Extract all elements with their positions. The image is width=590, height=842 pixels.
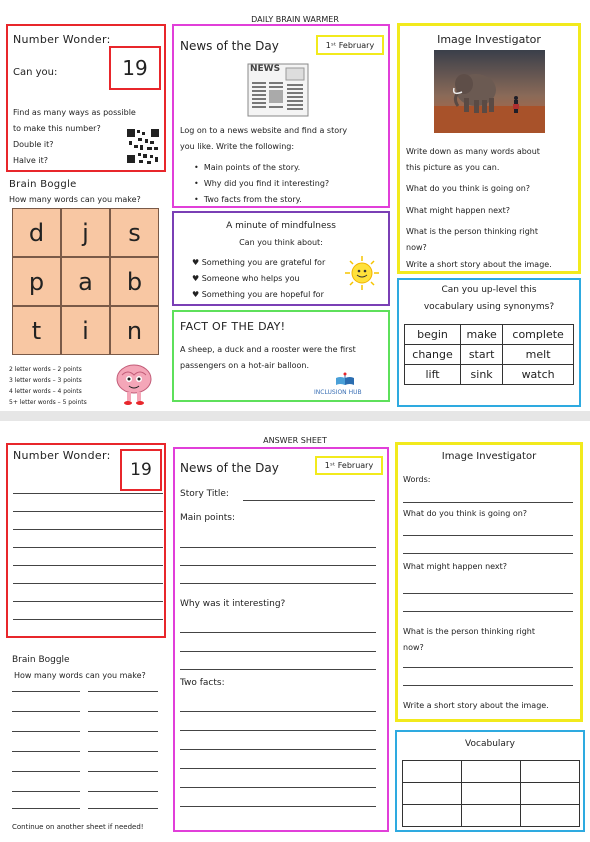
image-investigator-title: Image Investigator [437, 33, 541, 46]
mindfulness-title: A minute of mindfulness [226, 221, 336, 231]
boggle-letter: p [12, 257, 61, 306]
answer-line [180, 583, 376, 584]
vocab-box [397, 278, 581, 407]
vocab-input-cell[interactable] [521, 805, 580, 827]
vocab-cell: complete [503, 325, 574, 345]
ii-q4b: now? [406, 243, 427, 252]
answer-line [12, 751, 80, 752]
main-points-label: Main points: [180, 513, 236, 523]
answer-line [88, 691, 158, 692]
vocab-cell: make [461, 325, 503, 345]
answer-number-display: 19 [120, 449, 162, 491]
ii-q3: What might happen next? [406, 206, 511, 215]
answer-ii-q4b: now? [403, 643, 424, 652]
answer-line [13, 493, 163, 494]
news-intro2: you like. Write the following: [180, 142, 295, 151]
answer-line [12, 691, 80, 692]
news-bullet-2: • Why did you find it interesting? [194, 179, 330, 188]
mindfulness-item-text: Someone who helps you [201, 274, 300, 283]
answer-line [180, 547, 376, 548]
answer-brain-boggle-prompt: How many words can you make? [14, 671, 146, 680]
points-3: 3 letter words – 3 points [9, 377, 82, 384]
answer-line [180, 711, 376, 712]
vocab-row [405, 365, 574, 385]
news-bullet-1: • Main points of the story. [194, 163, 301, 172]
vocab-cell: change [405, 345, 461, 365]
answer-line [12, 711, 80, 712]
news-bullet-3: • Two facts from the story. [194, 195, 302, 204]
answer-line [12, 808, 80, 809]
heart-icon: ♥ [192, 290, 200, 299]
heart-icon: ♥ [192, 274, 200, 283]
ii-q1a: Write down as many words about [406, 147, 540, 156]
news-bullet-text: Two facts from the story. [203, 195, 302, 204]
answer-line [403, 685, 573, 686]
answer-line [13, 619, 163, 620]
vocab-row [403, 805, 580, 827]
number-wonder-line1: Find as many ways as possible [13, 108, 136, 117]
vocab-cell: melt [503, 345, 574, 365]
two-facts-label: Two facts: [180, 678, 225, 688]
number-wonder-title: Number Wonder: [13, 33, 111, 46]
sun-icon [344, 255, 380, 291]
continue-note: Continue on another sheet if needed! [12, 823, 144, 831]
vocab-input-cell[interactable] [521, 761, 580, 783]
answer-line [13, 601, 163, 602]
heart-icon: ♥ [192, 258, 200, 267]
answer-line [403, 553, 573, 554]
answer-line [12, 771, 80, 772]
fact-line1: A sheep, a duck and a rooster were the first [180, 345, 356, 354]
news-title: News of the Day [180, 39, 279, 53]
mindfulness-item-3 [192, 290, 324, 299]
points-4: 4 letter words – 4 points [9, 388, 82, 395]
answer-line [88, 731, 158, 732]
ii-q2: What do you think is going on? [406, 184, 531, 193]
answer-line [88, 711, 158, 712]
brain-boggle-title: Brain Boggle [9, 179, 77, 190]
image-investigator-box [397, 23, 581, 274]
answer-image-investigator-box [395, 442, 583, 722]
answer-line [180, 669, 376, 670]
newspaper-label: NEWS [250, 64, 281, 74]
mindfulness-item-text: Something you are hopeful for [201, 290, 324, 299]
answer-line [12, 791, 80, 792]
fact-line2: passengers on a hot-air balloon. [180, 361, 310, 370]
number-wonder-box [6, 24, 166, 172]
answer-line [13, 529, 163, 530]
vocab-input-cell[interactable] [403, 783, 462, 805]
answer-line [88, 808, 158, 809]
mammoth-scene-image [434, 50, 545, 133]
answer-line [12, 731, 80, 732]
answer-line [88, 771, 158, 772]
answer-line [180, 565, 376, 566]
vocab-row [405, 325, 574, 345]
news-date: 1ˢᵗ February [316, 35, 384, 55]
vocab-cell: sink [461, 365, 503, 385]
book-logo-icon [334, 372, 356, 388]
answer-ii-words: Words: [403, 475, 431, 484]
fact-box [172, 310, 390, 402]
answer-vocab-table [402, 760, 580, 827]
vocab-title-1: Can you up-level this [441, 285, 537, 295]
answer-ii-q2: What do you think is going on? [403, 509, 528, 518]
mindfulness-box [172, 211, 390, 306]
news-box [172, 24, 390, 208]
number-display: 19 [109, 46, 161, 90]
answer-line [180, 806, 376, 807]
vocab-row [405, 345, 574, 365]
vocab-input-cell[interactable] [403, 805, 462, 827]
sheet-divider [0, 411, 590, 421]
vocab-input-cell[interactable] [462, 761, 521, 783]
number-wonder-line2: to make this number? [13, 124, 101, 133]
answer-number-wonder-title: Number Wonder: [13, 449, 111, 462]
mindfulness-item-text: Something you are grateful for [201, 258, 326, 267]
vocab-table [404, 324, 574, 385]
boggle-points [9, 364, 87, 408]
can-you-label: Can you: [13, 67, 58, 78]
answer-sheet-title: ANSWER SHEET [263, 436, 327, 445]
answer-line [403, 667, 573, 668]
number-wonder-line3: Double it? [13, 140, 54, 149]
mindfulness-item-2 [192, 274, 300, 283]
answer-ii-title: Image Investigator [441, 451, 537, 462]
fact-title: FACT OF THE DAY! [180, 320, 286, 333]
answer-news-date: 1ˢᵗ February [315, 456, 383, 475]
answer-line [403, 535, 573, 536]
inclusion-hub-logo: INCLUSION HUB [314, 389, 362, 396]
answer-line [13, 547, 163, 548]
brain-boggle-prompt: How many words can you make? [9, 195, 141, 204]
vocab-title-2: vocabulary using synonyms? [423, 302, 555, 312]
story-title-label: Story Title: [180, 489, 229, 499]
boggle-letter: s [110, 208, 159, 257]
vocab-cell: lift [405, 365, 461, 385]
answer-line [180, 651, 376, 652]
why-interesting-label: Why was it interesting? [180, 599, 286, 609]
answer-line [180, 632, 376, 633]
answer-line [243, 500, 375, 501]
answer-ii-q4a: What is the person thinking right [403, 627, 535, 636]
qr-code-icon [125, 126, 161, 166]
answer-vocab-title: Vocabulary [465, 739, 515, 749]
answer-line [88, 751, 158, 752]
answer-line [180, 787, 376, 788]
points-5: 5+ letter words – 5 points [9, 399, 87, 406]
answer-ii-q5: Write a short story about the image. [403, 701, 549, 710]
answer-line [13, 511, 163, 512]
sheet-title: DAILY BRAIN WARMER [251, 15, 339, 24]
answer-line [403, 502, 573, 503]
mindfulness-item-1 [192, 258, 325, 267]
news-bullet-text: Main points of the story. [203, 163, 301, 172]
vocab-cell: watch [503, 365, 574, 385]
answer-line [88, 791, 158, 792]
vocab-input-cell[interactable] [521, 783, 580, 805]
vocab-input-cell[interactable] [462, 783, 521, 805]
answer-ii-q3: What might happen next? [403, 562, 508, 571]
news-intro1: Log on to a news website and find a story [180, 126, 348, 135]
answer-line [180, 730, 376, 731]
ii-q4a: What is the person thinking right [406, 227, 538, 236]
answer-line [180, 749, 376, 750]
boggle-letter: t [12, 306, 61, 355]
vocab-row [403, 783, 580, 805]
boggle-letter: b [110, 257, 159, 306]
boggle-letter: j [61, 208, 110, 257]
answer-news-box [173, 447, 389, 832]
boggle-letter: a [61, 257, 110, 306]
answer-line [180, 768, 376, 769]
vocab-row [403, 761, 580, 783]
answer-line [13, 565, 163, 566]
answer-brain-boggle-title: Brain Boggle [12, 655, 70, 665]
ii-q1b: this picture as you can. [406, 163, 500, 172]
number-wonder-line4: Halve it? [13, 156, 48, 165]
news-bullet-text: Why did you find it interesting? [203, 179, 330, 188]
vocab-cell: start [461, 345, 503, 365]
answer-number-wonder-box [6, 443, 166, 638]
boggle-letter: n [110, 306, 159, 355]
answer-news-title: News of the Day [180, 461, 279, 475]
vocab-cell: begin [405, 325, 461, 345]
vocab-input-cell[interactable] [462, 805, 521, 827]
answer-line [403, 611, 573, 612]
points-2: 2 letter words – 2 points [9, 366, 82, 373]
boggle-letter: i [61, 306, 110, 355]
mindfulness-sub: Can you think about: [239, 238, 323, 247]
answer-vocab-box [395, 730, 585, 832]
boggle-letter: d [12, 208, 61, 257]
answer-line [13, 583, 163, 584]
ii-q5: Write a short story about the image. [406, 260, 552, 269]
vocab-input-cell[interactable] [403, 761, 462, 783]
brain-mascot-icon [110, 360, 158, 406]
answer-line [403, 593, 573, 594]
